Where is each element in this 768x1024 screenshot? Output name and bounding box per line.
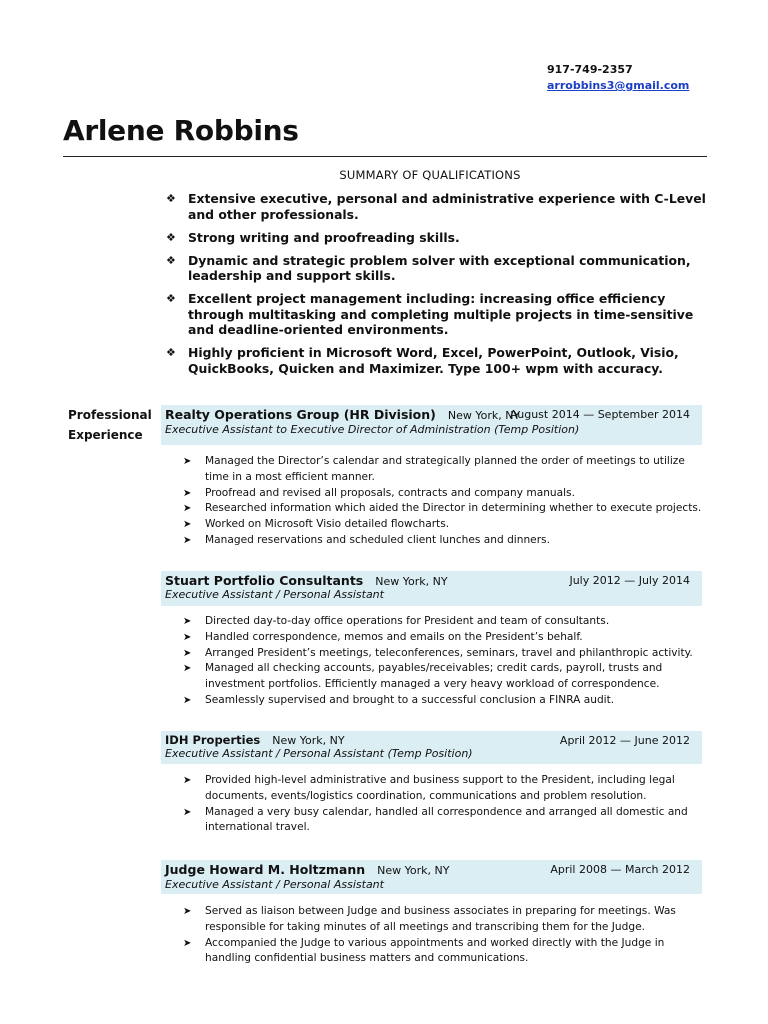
job-dates: April 2012 — June 2012 xyxy=(559,734,690,747)
qualification-text: Extensive executive, personal and administrative experience with C-Level and other professionals. xyxy=(188,191,706,222)
header-divider xyxy=(63,156,707,157)
arrow-bullet-icon: ➤ xyxy=(183,519,192,531)
job-header xyxy=(161,860,702,894)
qualification-item xyxy=(166,345,706,376)
qualifications-list xyxy=(166,191,706,384)
job-dates: August 2014 — September 2014 xyxy=(509,408,690,421)
summary-title: SUMMARY OF QUALIFICATIONS xyxy=(339,168,521,182)
qualification-text: Highly proficient in Microsoft Word, Excel, PowerPoint, Outlook, Visio, QuickBooks, Quicken and Maximizer. Type 100+ wpm with accuracy. xyxy=(188,345,679,376)
job-role: Executive Assistant to Executive Director of Administration (Temp Position) xyxy=(165,423,580,436)
duty-item: ➤ Worked on Microsoft Visio detailed flowcharts. xyxy=(183,517,703,533)
duty-item: ➤ Researched information which aided the Director in determining whether to execute projects. xyxy=(183,501,703,517)
diamond-bullet-icon: ❖ xyxy=(166,292,176,305)
arrow-bullet-icon: ➤ xyxy=(183,775,192,786)
duty-item: ➤ Directed day-to-day office operations for President and team of consultants. xyxy=(183,614,703,630)
job-header xyxy=(161,571,702,606)
arrow-bullet-icon: ➤ xyxy=(183,503,192,515)
diamond-bullet-icon: ❖ xyxy=(166,192,176,205)
qualification-text: Strong writing and proofreading skills. xyxy=(188,229,460,245)
diamond-bullet-icon: ❖ xyxy=(166,346,176,359)
contact-block xyxy=(547,62,689,94)
phone-number: 917-749-2357 xyxy=(547,63,633,76)
arrow-bullet-icon: ➤ xyxy=(183,534,192,546)
qualification-text: Dynamic and strategic problem solver with exceptional communication, leadership and support skills. xyxy=(188,252,691,283)
candidate-name: Arlene Robbins xyxy=(63,114,299,147)
arrow-bullet-icon: ➤ xyxy=(183,487,192,499)
arrow-bullet-icon: ➤ xyxy=(183,631,192,643)
arrow-bullet-icon: ➤ xyxy=(183,663,192,675)
company-name: Realty Operations Group (HR Division) New York, NY xyxy=(165,407,521,422)
arrow-bullet-icon: ➤ xyxy=(183,906,192,917)
arrow-bullet-icon: ➤ xyxy=(183,694,192,706)
arrow-bullet-icon: ➤ xyxy=(183,937,192,949)
email-link[interactable]: arrobbins3@gmail.com xyxy=(547,79,690,92)
arrow-bullet-icon: ➤ xyxy=(183,616,192,627)
duties-list xyxy=(183,614,703,709)
duties-list xyxy=(183,904,703,967)
company-name: IDH Properties New York, NY xyxy=(165,733,345,747)
duty-item: ➤ Accompanied the Judge to various appointments and worked directly with the Judge in handling confidential business matters and communications. xyxy=(183,936,665,965)
job-location: New York, NY xyxy=(272,734,345,747)
job-header xyxy=(161,731,702,764)
job-role: Executive Assistant / Personal Assistant (Temp Position) xyxy=(165,747,473,760)
job-header xyxy=(161,405,702,445)
company-name: Judge Howard M. Holtzmann New York, NY xyxy=(165,862,450,877)
arrow-bullet-icon: ➤ xyxy=(183,456,192,467)
duty-item: ➤ Managed a very busy calendar, handled all correspondence and arranged all domestic and international travel. xyxy=(183,805,688,834)
diamond-bullet-icon: ❖ xyxy=(166,230,176,244)
job-location: New York, NY xyxy=(377,864,450,877)
arrow-bullet-icon: ➤ xyxy=(183,806,192,818)
duties-list xyxy=(183,454,703,549)
qualification-text: Excellent project management including: increasing office efficiency through multitasking and completing multiple projects in time-sensitive and deadline-oriented environments. xyxy=(188,291,694,337)
job-role: Executive Assistant / Personal Assistant xyxy=(165,878,384,891)
duty-item: ➤ Served as liaison between Judge and business associates in preparing for meetings. Was responsible for taking minutes of all meetings and transcribing them for the Judge. xyxy=(183,905,676,933)
qualification-item xyxy=(166,230,706,246)
company-name: Stuart Portfolio Consultants New York, NY xyxy=(165,573,448,588)
job-dates: July 2012 — July 2014 xyxy=(569,574,690,587)
duty-item: ➤ Arranged President’s meetings, teleconferences, seminars, travel and philanthropic activity. xyxy=(183,646,703,662)
duty-item: ➤ Provided high-level administrative and business support to the President, including legal documents, events/logistics coordination, communications and problem resolution. xyxy=(183,774,675,802)
duty-item: ➤ Seamlessly supervised and brought to a successful conclusion a FINRA audit. xyxy=(183,693,703,709)
duties-list xyxy=(183,773,703,836)
qualification-item xyxy=(166,191,706,222)
arrow-bullet-icon: ➤ xyxy=(183,647,192,659)
qualification-item xyxy=(166,291,706,338)
duty-item: ➤ Proofread and revised all proposals, contracts and company manuals. xyxy=(183,486,703,502)
experience-section-label: Professional Experience xyxy=(68,408,152,442)
duty-item: ➤ Handled correspondence, memos and emails on the President’s behalf. xyxy=(183,630,703,646)
job-role: Executive Assistant / Personal Assistant xyxy=(165,588,384,601)
job-location: New York, NY xyxy=(447,409,521,422)
job-location: New York, NY xyxy=(375,575,448,588)
duty-item: ➤ Managed all checking accounts, payables/receivables; credit cards, payroll, trusts and investment portfolios. Efficiently managed a very heavy workload of correspondence. xyxy=(183,662,663,691)
qualification-item xyxy=(166,253,706,284)
job-dates: April 2008 — March 2012 xyxy=(550,863,690,876)
diamond-bullet-icon: ❖ xyxy=(166,253,176,267)
duty-item: ➤ Managed the Director’s calendar and strategically planned the order of meetings to utilize time in a most efficient manner. xyxy=(183,455,685,483)
duty-item: ➤ Managed reservations and scheduled client lunches and dinners. xyxy=(183,533,703,549)
